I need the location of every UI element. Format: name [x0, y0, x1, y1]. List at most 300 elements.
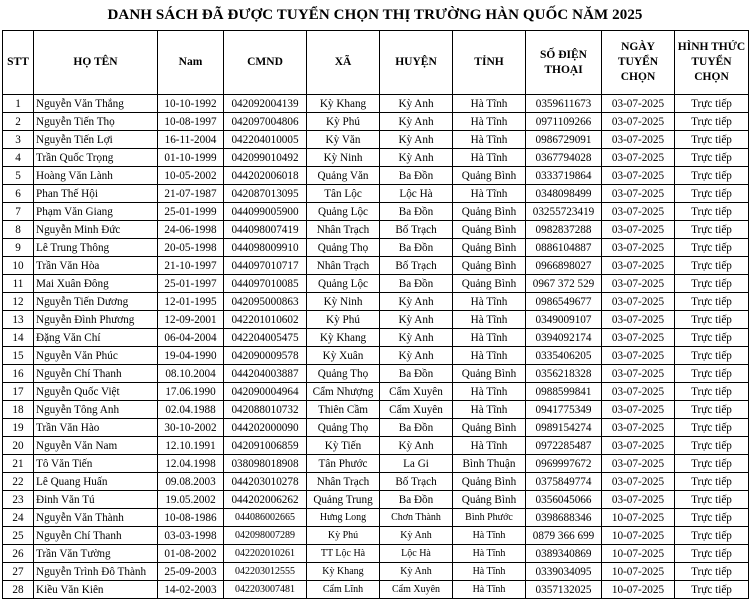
district-cell: Cẩm Xuyên	[380, 581, 453, 599]
selection-method-cell: Trực tiếp	[675, 131, 749, 149]
commune-cell: Quảng Thọ	[307, 419, 380, 437]
name-cell: Phạm Văn Giang	[34, 203, 158, 221]
name-cell: Nguyễn Chí Thanh	[34, 365, 158, 383]
commune-cell: Kỳ Khang	[307, 95, 380, 113]
district-cell: Ba Đồn	[380, 419, 453, 437]
commune-cell: Nhân Trạch	[307, 257, 380, 275]
selection-date-cell: 10-07-2025	[602, 527, 675, 545]
id-number-cell: 042095000863	[224, 293, 307, 311]
selection-method-cell: Trực tiếp	[675, 293, 749, 311]
stt-cell: 15	[3, 347, 34, 365]
province-cell: Hà Tĩnh	[453, 563, 526, 581]
header-tinh: TỈNH	[453, 31, 526, 95]
table-row	[3, 563, 749, 581]
commune-cell: Quảng Thọ	[307, 239, 380, 257]
province-cell: Hà Tĩnh	[453, 95, 526, 113]
table-row	[3, 185, 749, 203]
district-cell: Lộc Hà	[380, 185, 453, 203]
birthdate-cell: 08.10.2004	[158, 365, 224, 383]
table-row	[3, 527, 749, 545]
phone-cell: 0367794028	[526, 149, 602, 167]
stt-cell: 26	[3, 545, 34, 563]
commune-cell: Kỳ Ninh	[307, 149, 380, 167]
phone-cell: 0375849774	[526, 473, 602, 491]
province-cell: Hà Tĩnh	[453, 401, 526, 419]
district-cell: La Gi	[380, 455, 453, 473]
phone-cell: 0988599841	[526, 383, 602, 401]
stt-cell: 25	[3, 527, 34, 545]
id-number-cell: 044098007419	[224, 221, 307, 239]
birthdate-cell: 24-06-1998	[158, 221, 224, 239]
commune-cell: Kỳ Khang	[307, 329, 380, 347]
table-row	[3, 257, 749, 275]
birthdate-cell: 14-02-2003	[158, 581, 224, 599]
header-ngay-tuyen-chon: NGÀY TUYỂN CHỌN	[602, 31, 675, 95]
selection-method-cell: Trực tiếp	[675, 509, 749, 527]
commune-cell: Nhân Trạch	[307, 221, 380, 239]
phone-cell: 0348098499	[526, 185, 602, 203]
id-number-cell: 044097010085	[224, 275, 307, 293]
birthdate-cell: 21-07-1987	[158, 185, 224, 203]
stt-cell: 11	[3, 275, 34, 293]
district-cell: Bố Trạch	[380, 221, 453, 239]
selection-date-cell: 03-07-2025	[602, 131, 675, 149]
table-row	[3, 113, 749, 131]
birthdate-cell: 12-09-2001	[158, 311, 224, 329]
name-cell: Lê Trung Thông	[34, 239, 158, 257]
phone-cell: 0982837288	[526, 221, 602, 239]
id-number-cell: 042090009578	[224, 347, 307, 365]
selection-method-cell: Trực tiếp	[675, 437, 749, 455]
stt-cell: 1	[3, 95, 34, 113]
district-cell: Kỳ Anh	[380, 95, 453, 113]
id-number-cell: 042203012555	[224, 563, 307, 581]
selection-method-cell: Trực tiếp	[675, 347, 749, 365]
stt-cell: 16	[3, 365, 34, 383]
district-cell: Lộc Hà	[380, 545, 453, 563]
selection-date-cell: 03-07-2025	[602, 221, 675, 239]
table-row	[3, 311, 749, 329]
stt-cell: 12	[3, 293, 34, 311]
name-cell: Phan Thế Hội	[34, 185, 158, 203]
stt-cell: 7	[3, 203, 34, 221]
header-hinh-thuc: HÌNH THỨC TUYỂN CHỌN	[675, 31, 749, 95]
table-row	[3, 419, 749, 437]
birthdate-cell: 25-01-1999	[158, 203, 224, 221]
province-cell: Quảng Bình	[453, 473, 526, 491]
table-body	[3, 95, 749, 599]
name-cell: Nguyễn Quốc Việt	[34, 383, 158, 401]
birthdate-cell: 12-01-1995	[158, 293, 224, 311]
commune-cell: Cẩm Nhượng	[307, 383, 380, 401]
phone-cell: 0886104887	[526, 239, 602, 257]
commune-cell: TT Lộc Hà	[307, 545, 380, 563]
province-cell: Hà Tĩnh	[453, 383, 526, 401]
stt-cell: 19	[3, 419, 34, 437]
selection-method-cell: Trực tiếp	[675, 257, 749, 275]
id-number-cell: 042201010602	[224, 311, 307, 329]
commune-cell: Kỳ Phú	[307, 527, 380, 545]
id-number-cell: 042099010492	[224, 149, 307, 167]
stt-cell: 13	[3, 311, 34, 329]
table-row	[3, 131, 749, 149]
id-number-cell: 044099005900	[224, 203, 307, 221]
phone-cell: 0356218328	[526, 365, 602, 383]
stt-cell: 5	[3, 167, 34, 185]
district-cell: Ba Đồn	[380, 167, 453, 185]
selection-method-cell: Trực tiếp	[675, 113, 749, 131]
phone-cell: 0971109266	[526, 113, 602, 131]
commune-cell: Kỳ Phú	[307, 113, 380, 131]
table-row	[3, 347, 749, 365]
commune-cell: Quảng Trung	[307, 491, 380, 509]
name-cell: Trần Văn Hòa	[34, 257, 158, 275]
header-so-dien-thoai: SỐ ĐIỆN THOẠI	[526, 31, 602, 95]
birthdate-cell: 10-05-2002	[158, 167, 224, 185]
birthdate-cell: 19.05.2002	[158, 491, 224, 509]
commune-cell: Quảng Văn	[307, 167, 380, 185]
phone-cell: 0967 372 529	[526, 275, 602, 293]
selection-method-cell: Trực tiếp	[675, 239, 749, 257]
selection-date-cell: 03-07-2025	[602, 383, 675, 401]
phone-cell: 0941775349	[526, 401, 602, 419]
phone-cell: 0394092174	[526, 329, 602, 347]
header-ho-ten: HỌ TÊN	[34, 31, 158, 95]
table-header-row	[3, 31, 749, 95]
name-cell: Nguyễn Văn Phúc	[34, 347, 158, 365]
commune-cell: Cẩm Lĩnh	[307, 581, 380, 599]
commune-cell: Quảng Lộc	[307, 275, 380, 293]
id-number-cell: 042088010732	[224, 401, 307, 419]
id-number-cell: 042203007481	[224, 581, 307, 599]
name-cell: Đặng Văn Chí	[34, 329, 158, 347]
name-cell: Hoàng Văn Lành	[34, 167, 158, 185]
birthdate-cell: 25-01-1997	[158, 275, 224, 293]
name-cell: Mai Xuân Đông	[34, 275, 158, 293]
district-cell: Kỳ Anh	[380, 311, 453, 329]
phone-cell: 0389340869	[526, 545, 602, 563]
phone-cell: 0356045066	[526, 491, 602, 509]
district-cell: Kỳ Anh	[380, 113, 453, 131]
selection-date-cell: 03-07-2025	[602, 347, 675, 365]
birthdate-cell: 06-04-2004	[158, 329, 224, 347]
province-cell: Bình Phước	[453, 509, 526, 527]
district-cell: Bố Trạch	[380, 473, 453, 491]
stt-cell: 8	[3, 221, 34, 239]
phone-cell: 0986549677	[526, 293, 602, 311]
stt-cell: 24	[3, 509, 34, 527]
birthdate-cell: 21-10-1997	[158, 257, 224, 275]
district-cell: Kỳ Anh	[380, 563, 453, 581]
birthdate-cell: 01-10-1999	[158, 149, 224, 167]
commune-cell: Quảng Lộc	[307, 203, 380, 221]
id-number-cell: 042204010005	[224, 131, 307, 149]
district-cell: Ba Đồn	[380, 365, 453, 383]
table-row	[3, 545, 749, 563]
province-cell: Hà Tĩnh	[453, 329, 526, 347]
id-number-cell: 044202006262	[224, 491, 307, 509]
table-row	[3, 509, 749, 527]
table-row	[3, 329, 749, 347]
name-cell: Nguyễn Trình Đô Thành	[34, 563, 158, 581]
table-row	[3, 455, 749, 473]
name-cell: Nguyễn Tiến Dương	[34, 293, 158, 311]
district-cell: Ba Đồn	[380, 203, 453, 221]
id-number-cell: 042097004806	[224, 113, 307, 131]
id-number-cell: 042098007289	[224, 527, 307, 545]
province-cell: Quảng Bình	[453, 167, 526, 185]
selection-date-cell: 03-07-2025	[602, 329, 675, 347]
selection-method-cell: Trực tiếp	[675, 545, 749, 563]
selection-method-cell: Trực tiếp	[675, 491, 749, 509]
selection-method-cell: Trực tiếp	[675, 527, 749, 545]
birthdate-cell: 17.06.1990	[158, 383, 224, 401]
selection-date-cell: 03-07-2025	[602, 239, 675, 257]
id-number-cell: 038098018908	[224, 455, 307, 473]
selection-method-cell: Trực tiếp	[675, 185, 749, 203]
stt-cell: 21	[3, 455, 34, 473]
birthdate-cell: 10-08-1997	[158, 113, 224, 131]
table-row	[3, 149, 749, 167]
birthdate-cell: 16-11-2004	[158, 131, 224, 149]
province-cell: Quảng Bình	[453, 257, 526, 275]
recruitment-table	[2, 30, 749, 599]
selection-date-cell: 03-07-2025	[602, 473, 675, 491]
province-cell: Quảng Bình	[453, 221, 526, 239]
name-cell: Nguyễn Văn Nam	[34, 437, 158, 455]
selection-method-cell: Trực tiếp	[675, 401, 749, 419]
table-row	[3, 293, 749, 311]
name-cell: Nguyễn Văn Thắng	[34, 95, 158, 113]
stt-cell: 4	[3, 149, 34, 167]
district-cell: Ba Đồn	[380, 491, 453, 509]
selection-date-cell: 03-07-2025	[602, 275, 675, 293]
province-cell: Hà Tĩnh	[453, 347, 526, 365]
table-row	[3, 167, 749, 185]
id-number-cell: 042092004139	[224, 95, 307, 113]
selection-method-cell: Trực tiếp	[675, 383, 749, 401]
phone-cell: 0333719864	[526, 167, 602, 185]
table-row	[3, 365, 749, 383]
province-cell: Bình Thuận	[453, 455, 526, 473]
commune-cell: Quảng Thọ	[307, 365, 380, 383]
stt-cell: 14	[3, 329, 34, 347]
stt-cell: 9	[3, 239, 34, 257]
id-number-cell: 042087013095	[224, 185, 307, 203]
commune-cell: Kỳ Khang	[307, 563, 380, 581]
id-number-cell: 042090004964	[224, 383, 307, 401]
name-cell: Đinh Văn Tú	[34, 491, 158, 509]
header-stt: STT	[3, 31, 34, 95]
commune-cell: Kỳ Văn	[307, 131, 380, 149]
name-cell: Kiều Văn Kiên	[34, 581, 158, 599]
commune-cell: Thiên Cầm	[307, 401, 380, 419]
phone-cell: 0986729091	[526, 131, 602, 149]
phone-cell: 0989154274	[526, 419, 602, 437]
stt-cell: 22	[3, 473, 34, 491]
birthdate-cell: 10-10-1992	[158, 95, 224, 113]
table-row	[3, 275, 749, 293]
selection-method-cell: Trực tiếp	[675, 311, 749, 329]
phone-cell: 0966898027	[526, 257, 602, 275]
province-cell: Hà Tĩnh	[453, 131, 526, 149]
district-cell: Kỳ Anh	[380, 293, 453, 311]
selection-date-cell: 03-07-2025	[602, 311, 675, 329]
phone-cell: 0339034095	[526, 563, 602, 581]
selection-method-cell: Trực tiếp	[675, 581, 749, 599]
province-cell: Quảng Bình	[453, 491, 526, 509]
id-number-cell: 044098009910	[224, 239, 307, 257]
phone-cell: 0879 366 699	[526, 527, 602, 545]
district-cell: Bố Trạch	[380, 257, 453, 275]
selection-method-cell: Trực tiếp	[675, 167, 749, 185]
province-cell: Hà Tĩnh	[453, 545, 526, 563]
district-cell: Kỳ Anh	[380, 329, 453, 347]
selection-date-cell: 10-07-2025	[602, 581, 675, 599]
selection-date-cell: 03-07-2025	[602, 203, 675, 221]
province-cell: Quảng Bình	[453, 239, 526, 257]
header-xa: XÃ	[307, 31, 380, 95]
stt-cell: 28	[3, 581, 34, 599]
table-row	[3, 401, 749, 419]
selection-method-cell: Trực tiếp	[675, 221, 749, 239]
name-cell: Nguyễn Chí Thanh	[34, 527, 158, 545]
birthdate-cell: 19-04-1990	[158, 347, 224, 365]
province-cell: Hà Tĩnh	[453, 581, 526, 599]
selection-date-cell: 10-07-2025	[602, 545, 675, 563]
table-row	[3, 95, 749, 113]
selection-date-cell: 03-07-2025	[602, 491, 675, 509]
selection-method-cell: Trực tiếp	[675, 275, 749, 293]
selection-date-cell: 03-07-2025	[602, 293, 675, 311]
stt-cell: 20	[3, 437, 34, 455]
header-nam: Nam	[158, 31, 224, 95]
name-cell: Nguyễn Tông Anh	[34, 401, 158, 419]
commune-cell: Kỳ Ninh	[307, 293, 380, 311]
name-cell: Lê Quang Huấn	[34, 473, 158, 491]
table-row	[3, 239, 749, 257]
stt-cell: 3	[3, 131, 34, 149]
id-number-cell: 042204005475	[224, 329, 307, 347]
commune-cell: Nhân Trạch	[307, 473, 380, 491]
stt-cell: 2	[3, 113, 34, 131]
id-number-cell: 044086002665	[224, 509, 307, 527]
province-cell: Quảng Bình	[453, 419, 526, 437]
district-cell: Kỳ Anh	[380, 149, 453, 167]
table-row	[3, 437, 749, 455]
district-cell: Chơn Thành	[380, 509, 453, 527]
table-row	[3, 491, 749, 509]
selection-date-cell: 03-07-2025	[602, 419, 675, 437]
stt-cell: 17	[3, 383, 34, 401]
stt-cell: 18	[3, 401, 34, 419]
district-cell: Ba Đồn	[380, 275, 453, 293]
selection-date-cell: 03-07-2025	[602, 167, 675, 185]
province-cell: Hà Tĩnh	[453, 113, 526, 131]
selection-method-cell: Trực tiếp	[675, 455, 749, 473]
selection-method-cell: Trực tiếp	[675, 365, 749, 383]
birthdate-cell: 09.08.2003	[158, 473, 224, 491]
name-cell: Trần Quốc Trọng	[34, 149, 158, 167]
header-huyen: HUYỆN	[380, 31, 453, 95]
birthdate-cell: 03-03-1998	[158, 527, 224, 545]
selection-method-cell: Trực tiếp	[675, 419, 749, 437]
province-cell: Hà Tĩnh	[453, 527, 526, 545]
birthdate-cell: 02.04.1988	[158, 401, 224, 419]
phone-cell: 0335406205	[526, 347, 602, 365]
name-cell: Nguyễn Tiến Thọ	[34, 113, 158, 131]
selection-date-cell: 10-07-2025	[602, 563, 675, 581]
selection-method-cell: Trực tiếp	[675, 473, 749, 491]
id-number-cell: 042202010261	[224, 545, 307, 563]
province-cell: Hà Tĩnh	[453, 437, 526, 455]
name-cell: Tô Văn Tiến	[34, 455, 158, 473]
district-cell: Cẩm Xuyên	[380, 401, 453, 419]
selection-date-cell: 03-07-2025	[602, 401, 675, 419]
commune-cell: Tân Lộc	[307, 185, 380, 203]
name-cell: Nguyễn Tiến Lợi	[34, 131, 158, 149]
header-cmnd: CMND	[224, 31, 307, 95]
district-cell: Kỳ Anh	[380, 527, 453, 545]
selection-method-cell: Trực tiếp	[675, 149, 749, 167]
name-cell: Nguyễn Đình Phương	[34, 311, 158, 329]
province-cell: Hà Tĩnh	[453, 293, 526, 311]
selection-date-cell: 03-07-2025	[602, 365, 675, 383]
birthdate-cell: 25-09-2003	[158, 563, 224, 581]
birthdate-cell: 10-08-1986	[158, 509, 224, 527]
phone-cell: 03255723419	[526, 203, 602, 221]
stt-cell: 6	[3, 185, 34, 203]
selection-date-cell: 03-07-2025	[602, 95, 675, 113]
province-cell: Hà Tĩnh	[453, 185, 526, 203]
phone-cell: 0357132025	[526, 581, 602, 599]
commune-cell: Kỳ Xuân	[307, 347, 380, 365]
birthdate-cell: 12.10.1991	[158, 437, 224, 455]
selection-method-cell: Trực tiếp	[675, 329, 749, 347]
id-number-cell: 044202006018	[224, 167, 307, 185]
selection-date-cell: 03-07-2025	[602, 437, 675, 455]
name-cell: Trần Văn Tường	[34, 545, 158, 563]
selection-method-cell: Trực tiếp	[675, 203, 749, 221]
selection-method-cell: Trực tiếp	[675, 563, 749, 581]
commune-cell: Kỳ Tiến	[307, 437, 380, 455]
selection-date-cell: 03-07-2025	[602, 455, 675, 473]
selection-date-cell: 03-07-2025	[602, 257, 675, 275]
stt-cell: 10	[3, 257, 34, 275]
stt-cell: 27	[3, 563, 34, 581]
district-cell: Kỳ Anh	[380, 347, 453, 365]
id-number-cell: 044204003887	[224, 365, 307, 383]
district-cell: Kỳ Anh	[380, 437, 453, 455]
district-cell: Ba Đồn	[380, 239, 453, 257]
table-row	[3, 203, 749, 221]
commune-cell: Kỳ Phú	[307, 311, 380, 329]
name-cell: Nguyễn Văn Thành	[34, 509, 158, 527]
phone-cell: 0972285487	[526, 437, 602, 455]
district-cell: Kỳ Anh	[380, 131, 453, 149]
birthdate-cell: 01-08-2002	[158, 545, 224, 563]
phone-cell: 0398688346	[526, 509, 602, 527]
selection-date-cell: 03-07-2025	[602, 185, 675, 203]
province-cell: Quảng Bình	[453, 365, 526, 383]
stt-cell: 23	[3, 491, 34, 509]
id-number-cell: 044097010717	[224, 257, 307, 275]
phone-cell: 0969997672	[526, 455, 602, 473]
province-cell: Quảng Bình	[453, 275, 526, 293]
table-row	[3, 473, 749, 491]
birthdate-cell: 12.04.1998	[158, 455, 224, 473]
id-number-cell: 044202000090	[224, 419, 307, 437]
